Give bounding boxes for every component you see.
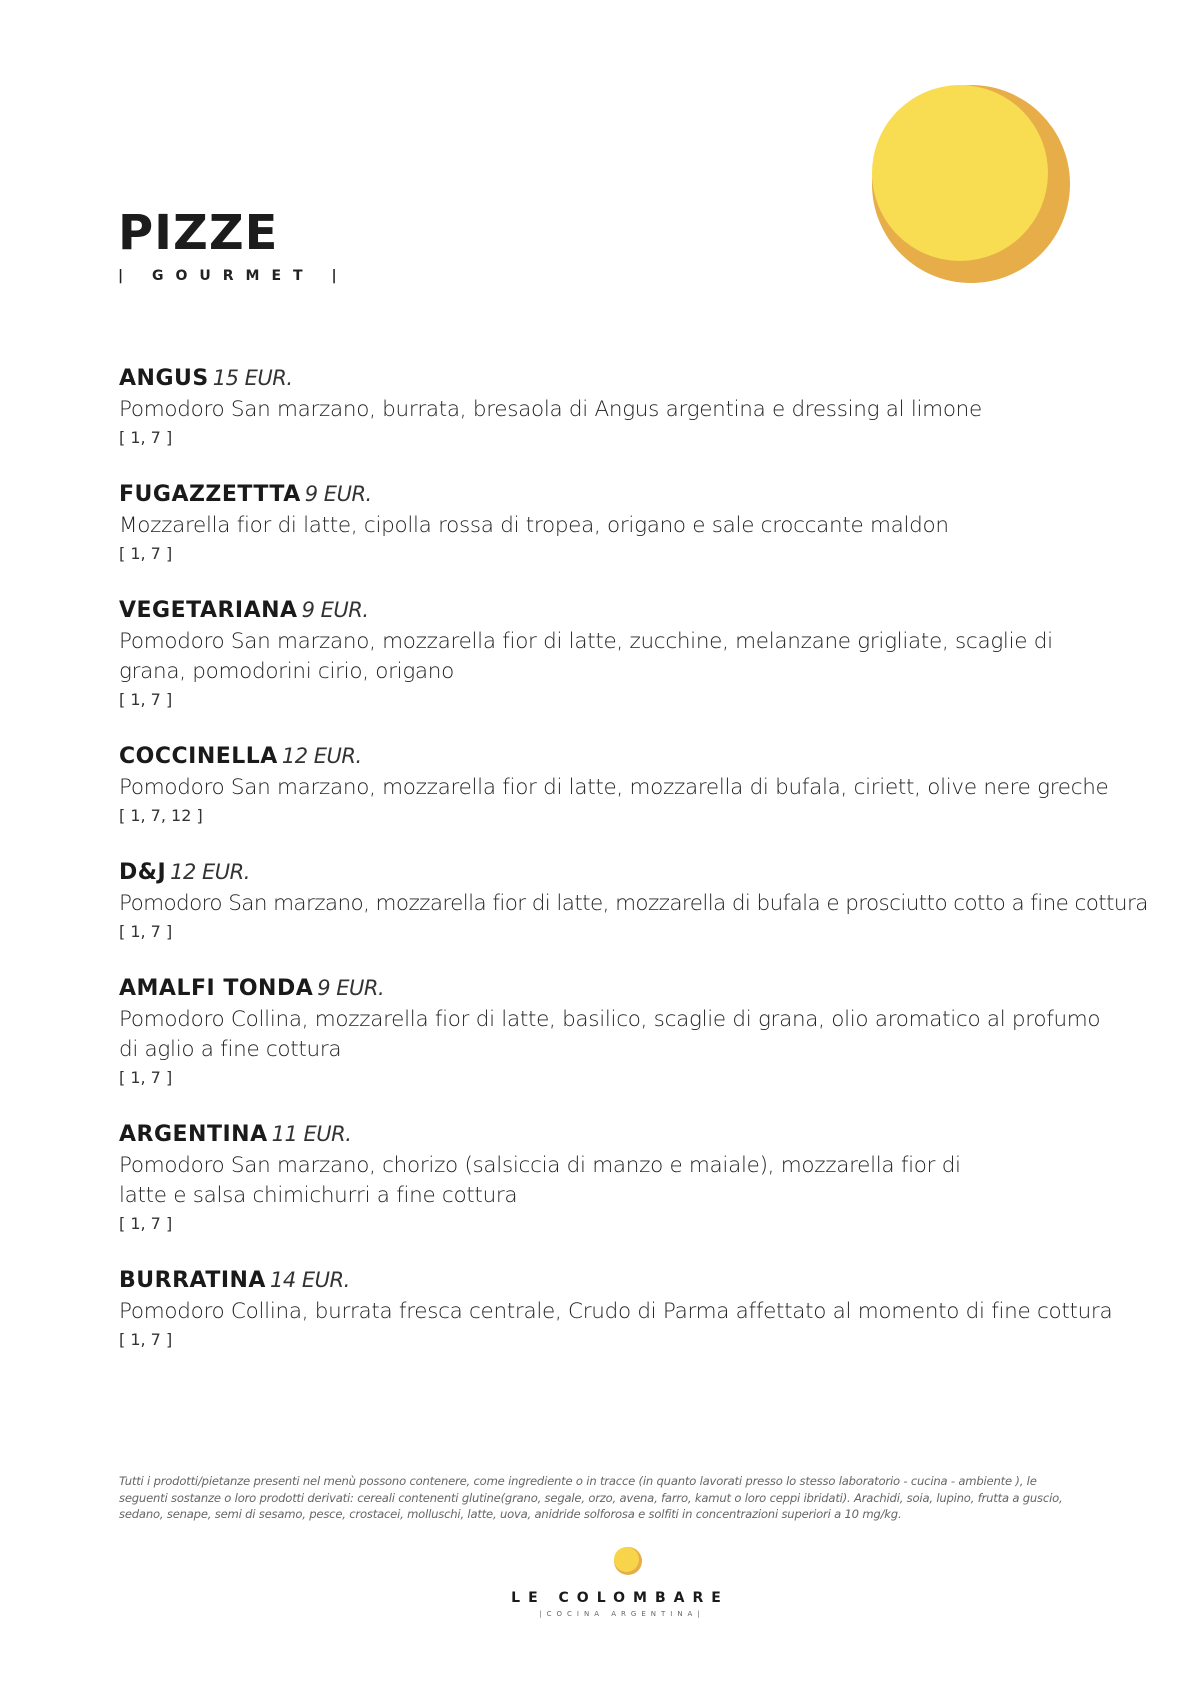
item-price: 11 EUR. — [271, 1122, 352, 1146]
menu-item — [119, 1264, 1119, 1353]
menu-item — [119, 1118, 1119, 1237]
item-allergens: [ 1, 7 ] — [119, 1330, 173, 1349]
item-allergens: [ 1, 7, 12 ] — [119, 806, 203, 825]
item-name: FUGAZZETTTA — [119, 482, 301, 507]
page-subtitle: | GOURMET | — [118, 268, 349, 284]
item-name: BURRATINA — [119, 1268, 266, 1293]
allergen-disclaimer: Tutti i prodotti/pietanze presenti nel menù possono contenere, come ingrediente o in tracce (in quanto lavorati presso lo stesso laboratorio - cucina - ambiente ), le seguenti sostanze o loro prodotti derivati: cereali contenenti glutine(grano, segale, orzo, avena, farro, kamut o loro ceppi ibridati). Arachidi, soia, lupino, frutta a guscio, sedano, senape, semi di sesamo, pesce, crostacei, molluschi, latte, uova, anidride solforosa e solfiti in concentrazioni superiori a 10 mg/kg. — [119, 1474, 1063, 1521]
sun-logo-icon — [872, 85, 1070, 283]
item-name: AMALFI TONDA — [119, 976, 314, 1001]
item-description: Mozzarella fior di latte, cipolla rossa di tropea, origano e sale croccante maldon — [119, 513, 949, 538]
item-allergens: [ 1, 7 ] — [119, 1214, 173, 1233]
item-allergens: [ 1, 7 ] — [119, 428, 173, 447]
item-price: 12 EUR. — [281, 744, 362, 768]
menu-item — [119, 362, 1119, 451]
menu-list — [119, 362, 1148, 1380]
item-price: 14 EUR. — [269, 1268, 350, 1292]
item-name: ARGENTINA — [119, 1122, 268, 1147]
item-description: Pomodoro San marzano, mozzarella fior di latte, mozzarella di bufala e prosciutto cotto a fine cottura — [119, 891, 1148, 916]
item-allergens: [ 1, 7 ] — [119, 544, 173, 563]
item-price: 9 EUR. — [301, 598, 369, 622]
item-name: VEGETARIANA — [119, 598, 298, 623]
menu-item — [119, 856, 1148, 945]
item-description: Pomodoro Collina, burrata fresca centrale, Crudo di Parma affettato al momento di fine cottura — [119, 1299, 1113, 1324]
brand-sun-icon — [614, 1547, 642, 1575]
menu-item — [119, 972, 1119, 1091]
item-allergens: [ 1, 7 ] — [119, 690, 173, 709]
item-allergens: [ 1, 7 ] — [119, 1068, 173, 1087]
item-allergens: [ 1, 7 ] — [119, 922, 173, 941]
item-name: COCCINELLA — [119, 744, 278, 769]
item-description: Pomodoro San marzano, mozzarella fior di latte, mozzarella di bufala, ciriett, olive nere greche — [119, 775, 1109, 800]
item-name: ANGUS — [119, 366, 209, 391]
item-price: 12 EUR. — [170, 860, 250, 884]
item-description: Pomodoro San marzano, chorizo (salsiccia di manzo e maiale), mozzarella fior di latte e salsa chimichurri a fine cottura — [119, 1153, 961, 1208]
page-title: PIZZE — [118, 205, 279, 261]
menu-item — [119, 740, 1119, 829]
brand-tagline: |COCINA ARGENTINA| — [539, 1610, 705, 1618]
item-price: 9 EUR. — [317, 976, 385, 1000]
brand-name: LE COLOMBARE — [511, 1590, 729, 1606]
item-description: Pomodoro San marzano, burrata, bresaola di Angus argentina e dressing al limone — [119, 397, 982, 422]
item-price: 9 EUR. — [304, 482, 372, 506]
item-price: 15 EUR. — [212, 366, 293, 390]
item-description: Pomodoro Collina, mozzarella fior di latte, basilico, scaglie di grana, olio aromatico al profumo di aglio a fine cottura — [119, 1007, 1101, 1062]
menu-item — [119, 594, 1119, 713]
item-name: D&J — [119, 860, 167, 885]
menu-item — [119, 478, 1119, 567]
item-description: Pomodoro San marzano, mozzarella fior di latte, zucchine, melanzane grigliate, scaglie di grana, pomodorini cirio, origano — [119, 629, 1053, 684]
